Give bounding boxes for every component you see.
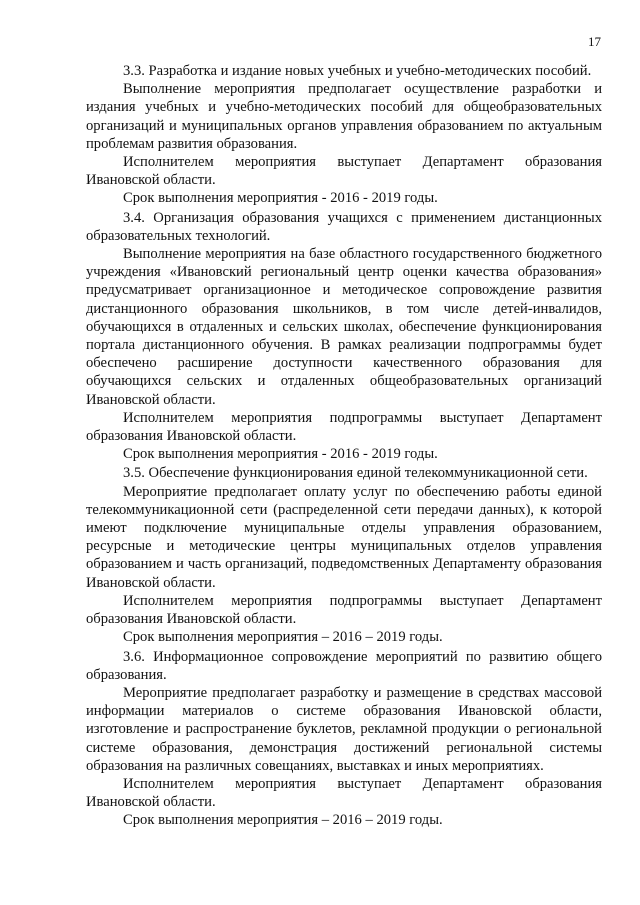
paragraph-3-3-description: Выполнение мероприятия предполагает осуществление разработки и издания учебных и учебно-методических пособий для общеобразовательных организаций и муниципальных органов управления образованием по актуальным проблемам развития образования. [86,81,602,152]
document-body [86,61,602,830]
paragraph-3-5-executor: Исполнителем мероприятия подпрограммы выступает Департамент образования Ивановской области. [86,592,602,628]
paragraph-3-4-deadline: Срок выполнения мероприятия - 2016 - 2019 годы. [123,446,438,463]
page-number: 17 [588,34,601,49]
paragraph-3-6-deadline: Срок выполнения мероприятия – 2016 – 2019 годы. [123,812,443,829]
paragraph-3-3-executor: Исполнителем мероприятия выступает Департамент образования Ивановской области. [86,154,602,189]
paragraph-3-5-description: Мероприятие предполагает оплату услуг по обеспечению работы единой телекоммуникационной сети (распределенной сети передачи данных), к которой имеют подключение муниципальные отделы управления образованием, ресурсные и методические центры муниципальных отделов управления образованием и часть организаций, подведомственных Департаменту образования Ивановской области. [86,483,602,591]
paragraph-3-6-description: Мероприятие предполагает разработку и размещение в средствах массовой информации материалов о системе образования Ивановской области, изготовление и распространение буклетов, рекламной продукции о региональной системе образования, демонстрация достижений региональной системы образования на различных совещаниях, выставках и иных мероприятиях. [86,684,602,774]
paragraph-3-4-executor: Исполнителем мероприятия подпрограммы выступает Департамент образования Ивановской области. [86,409,602,445]
paragraph-3-6-executor: Исполнителем мероприятия выступает Департамент образования Ивановской области. [86,775,602,811]
paragraph-3-3-deadline: Срок выполнения мероприятия - 2016 - 2019 годы. [123,190,438,207]
paragraph-3-5-deadline: Срок выполнения мероприятия – 2016 – 2019 годы. [123,629,443,646]
section-heading-3-3: 3.3. Разработка и издание новых учебных и учебно-методических пособий. [123,63,592,79]
section-heading-3-4: 3.4. Организация образования учащихся с применением дистанционных образовательных технологий. [86,209,602,244]
paragraph-3-4-description: Выполнение мероприятия на базе областного государственного бюджетного учреждения «Ивановский региональный центр оценки качества образования» предусматривает организационное и методическое сопровождение развития дистанционного образования школьников, в том числе детей-инвалидов, обучающихся в отдаленных и сельских школах, обеспечение функционирования портала дистанционного обучения. В рамках реализации подпрограммы будет обеспечено расширение доступности качественного образования для обучающихся сельских и отдаленных общеобразовательных организаций Ивановской области. [86,246,602,408]
section-heading-3-5: 3.5. Обеспечение функционирования единой телекоммуникационной сети. [123,465,588,482]
section-heading-3-6: 3.6. Информационное сопровождение мероприятий по развитию общего образования. [86,648,602,683]
